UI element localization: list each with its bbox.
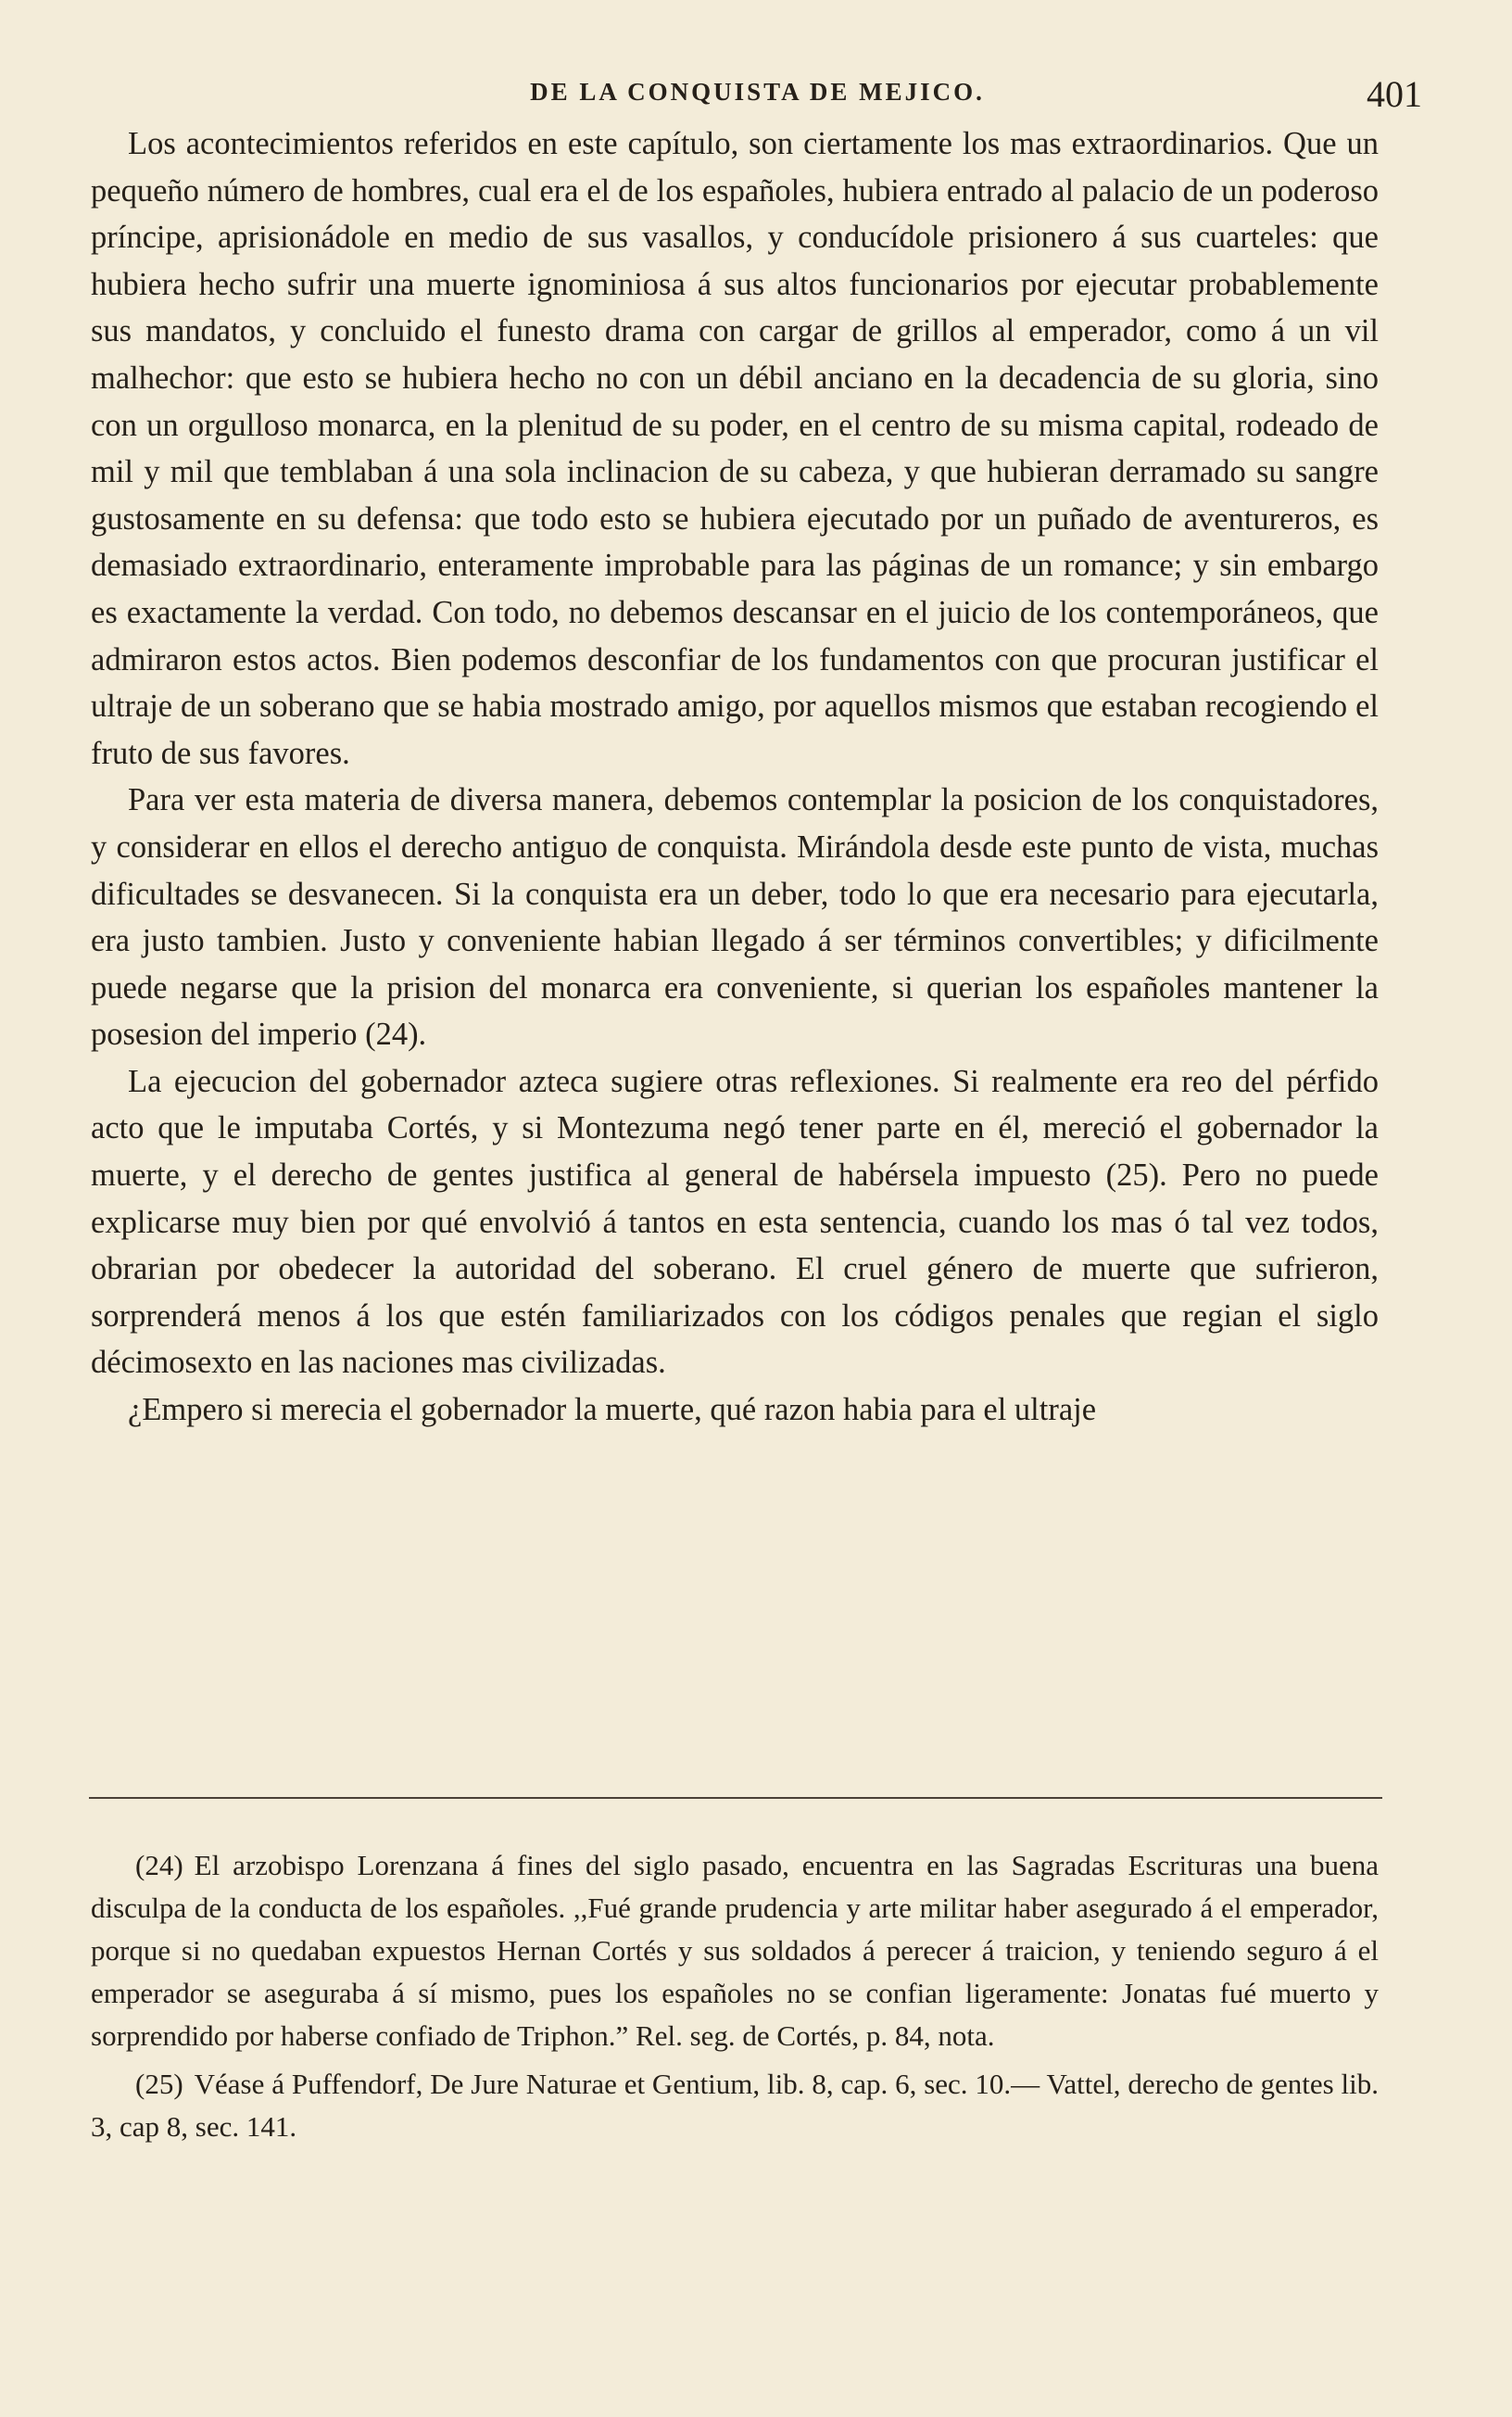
footnote-number: (25)	[135, 2068, 183, 2100]
running-head	[93, 72, 1422, 119]
page-number: 401	[1367, 73, 1422, 115]
footnote-text: Véase á Puffendorf, De Jure Naturae et Gentium, lib. 8, cap. 6, sec. 10.— Vattel, derecho de gentes lib. 3, cap 8, sec. 141.	[91, 2068, 1379, 2143]
footnote	[91, 1844, 1379, 2057]
body-text	[91, 120, 1379, 1434]
footnotes	[91, 1844, 1379, 2154]
footnote	[91, 2063, 1379, 2148]
paragraph: ¿Empero si merecia el gobernador la muerte, qué razon habia para el ultraje	[128, 1392, 1097, 1428]
footnote-divider	[89, 1797, 1382, 1799]
paragraph: Para ver esta materia de diversa manera, debemos contemplar la posicion de los conquistadores, y considerar en ellos el derecho antiguo de conquista. Mirándola desde este punto de vista, muchas dificultades se desvanecen. Si la conquista era un deber, todo lo que era necesario para ejecutarla, era justo tambien. Justo y conveniente habian llegado á ser términos convertibles; y dificilmente puede negarse que la prision del monarca era conveniente, si querian los españoles mantener la posesion del imperio (24).	[91, 782, 1379, 1053]
paragraph: La ejecucion del gobernador azteca sugiere otras reflexiones. Si realmente era reo del pérfido acto que le imputaba Cortés, y si Montezuma negó tener parte en él, mereció el gobernador la muerte, y el derecho de gentes justifica al general de habérsela impuesto (25). Pero no puede explicarse muy bien por qué envolvió á tantos en esta sentencia, cuando los mas ó tal vez todos, obrarian por obedecer la autoridad del soberano. El cruel género de muerte que sufrieron, sorprenderá menos á los que estén familiarizados con los códigos penales que regian el siglo décimosexto en las naciones mas civilizadas.	[91, 1063, 1379, 1381]
footnote-number: (24)	[135, 1849, 183, 1881]
footnote-text: El arzobispo Lorenzana á fines del siglo pasado, encuentra en las Sagradas Escrituras una buena disculpa de la conducta de los españoles. ,,Fué grande prudencia y arte militar haber asegurado á el emperador, porque si no quedaban expuestos Hernan Cortés y sus soldados á perecer á traicion, y teniendo seguro á el emperador se aseguraba á sí mismo, pues los españoles no se confian ligeramente: Jonatas fué muerto y sorprendido por haberse confiado de Triphon.” Rel. seg. de Cortés, p. 84, nota.	[91, 1849, 1379, 2052]
running-title: DE LA CONQUISTA DE MEJICO.	[530, 78, 985, 106]
paragraph: Los acontecimientos referidos en este capítulo, son ciertamente los mas extraordinarios. Que un pequeño número de hombres, cual era el de los españoles, hubiera entrado al palacio de un poderoso príncipe, aprisionádole en medio de sus vasallos, y conducídole prisionero á sus cuarteles: que hubiera hecho sufrir una muerte ignominiosa á sus altos funcionarios por ejecutar probablemente sus mandatos, y concluido el funesto drama con cargar de grillos al emperador, como á un vil malhechor: que esto se hubiera hecho no con un débil anciano en la decadencia de su gloria, sino con un orgulloso monarca, en la plenitud de su poder, en el centro de su misma capital, rodeado de mil y mil que temblaban á una sola inclinacion de su cabeza, y que hubieran derramado su sangre gustosamente en su defensa: que todo esto se hubiera ejecutado por un puñado de aventureros, es demasiado extraordinario, enteramente improbable para las páginas de un romance; y sin embargo es exactamente la verdad. Con todo, no debemos descansar en el juicio de los contemporáneos, que admiraron estos actos. Bien podemos desconfiar de los fundamentos con que procuran justificar el ultraje de un soberano que se habia mostrado amigo, por aquellos mismos que estaban recogiendo el fruto de sus favores.	[91, 126, 1379, 771]
